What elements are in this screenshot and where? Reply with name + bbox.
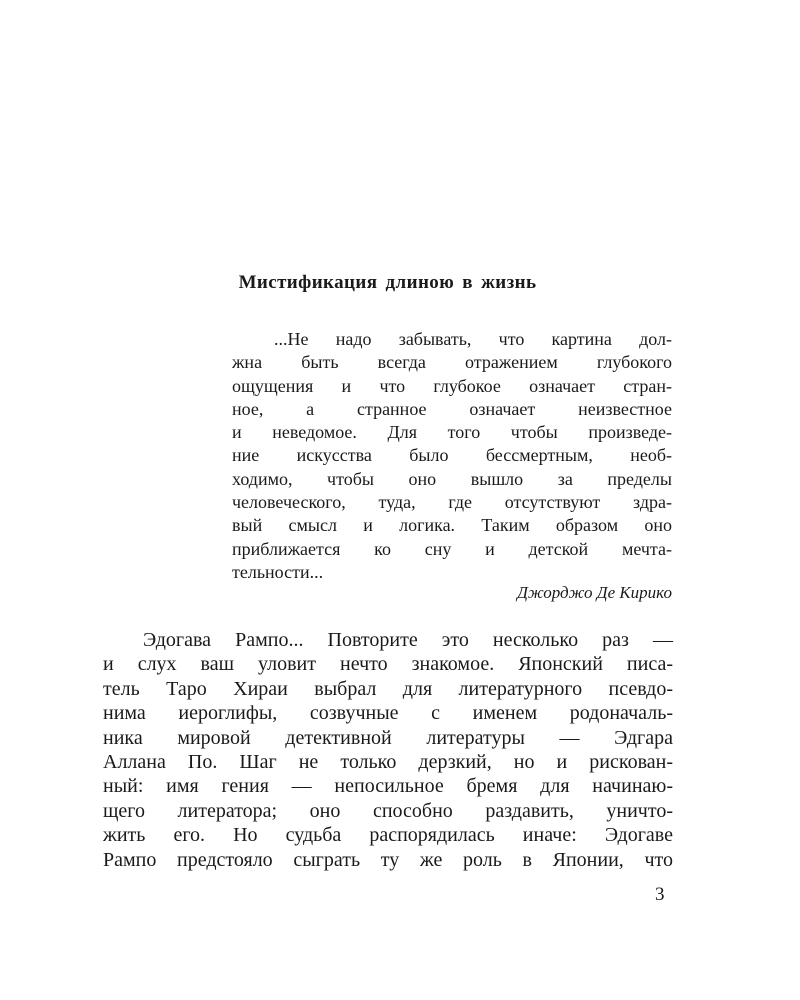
epigraph	[232, 328, 672, 584]
body-line: и слух ваш уловит нечто знакомое. Японский писа-	[103, 653, 673, 676]
epigraph-author: Джорджо Де Кирико	[517, 583, 672, 602]
chapter-title: Мистификация длиною в жизнь	[238, 272, 537, 293]
epigraph-line: ходимо, чтобы оно вышло за пределы	[232, 468, 672, 489]
body-line: ный: имя гения — непосильное бремя для начинаю-	[103, 775, 673, 798]
epigraph-line: ние искусства было бессмертным, необ-	[232, 445, 672, 466]
body-paragraph	[103, 628, 673, 872]
epigraph-line: приближается ко сну и детской мечта-	[232, 538, 672, 559]
epigraph-line: вый смысл и логика. Таким образом оно	[232, 515, 672, 536]
page-number: 3	[655, 884, 665, 905]
body-line: Эдогава Рампо... Повторите это несколько раз —	[143, 629, 673, 651]
epigraph-line: ное, а странное означает неизвестное	[232, 398, 672, 419]
body-line: щего литератора; оно способно раздавить, уничто-	[103, 799, 673, 822]
body-line: Рампо предстояло сыграть ту же роль в Японии, что	[103, 848, 673, 871]
body-line: ника мировой детективной литературы — Эдгара	[103, 726, 673, 749]
body-line: тель Таро Хираи выбрал для литературного псевдо-	[103, 677, 673, 700]
epigraph-line: ...Не надо забывать, что картина дол-	[274, 329, 672, 349]
epigraph-line: и неведомое. Для того чтобы произведе-	[232, 422, 672, 443]
epigraph-line: человеческого, туда, где отсутствуют здра-	[232, 492, 672, 513]
epigraph-line: жна быть всегда отражением глубокого	[232, 352, 672, 373]
epigraph-line: ощущения и что глубокое означает стран-	[232, 375, 672, 396]
epigraph-line: тельности...	[232, 561, 324, 582]
body-line: Аллана По. Шаг не только дерзкий, но и рискован-	[103, 750, 673, 773]
body-line: нима иероглифы, созвучные с именем родоначаль-	[103, 702, 673, 725]
body-line: жить его. Но судьба распорядилась иначе: Эдогаве	[103, 824, 673, 847]
